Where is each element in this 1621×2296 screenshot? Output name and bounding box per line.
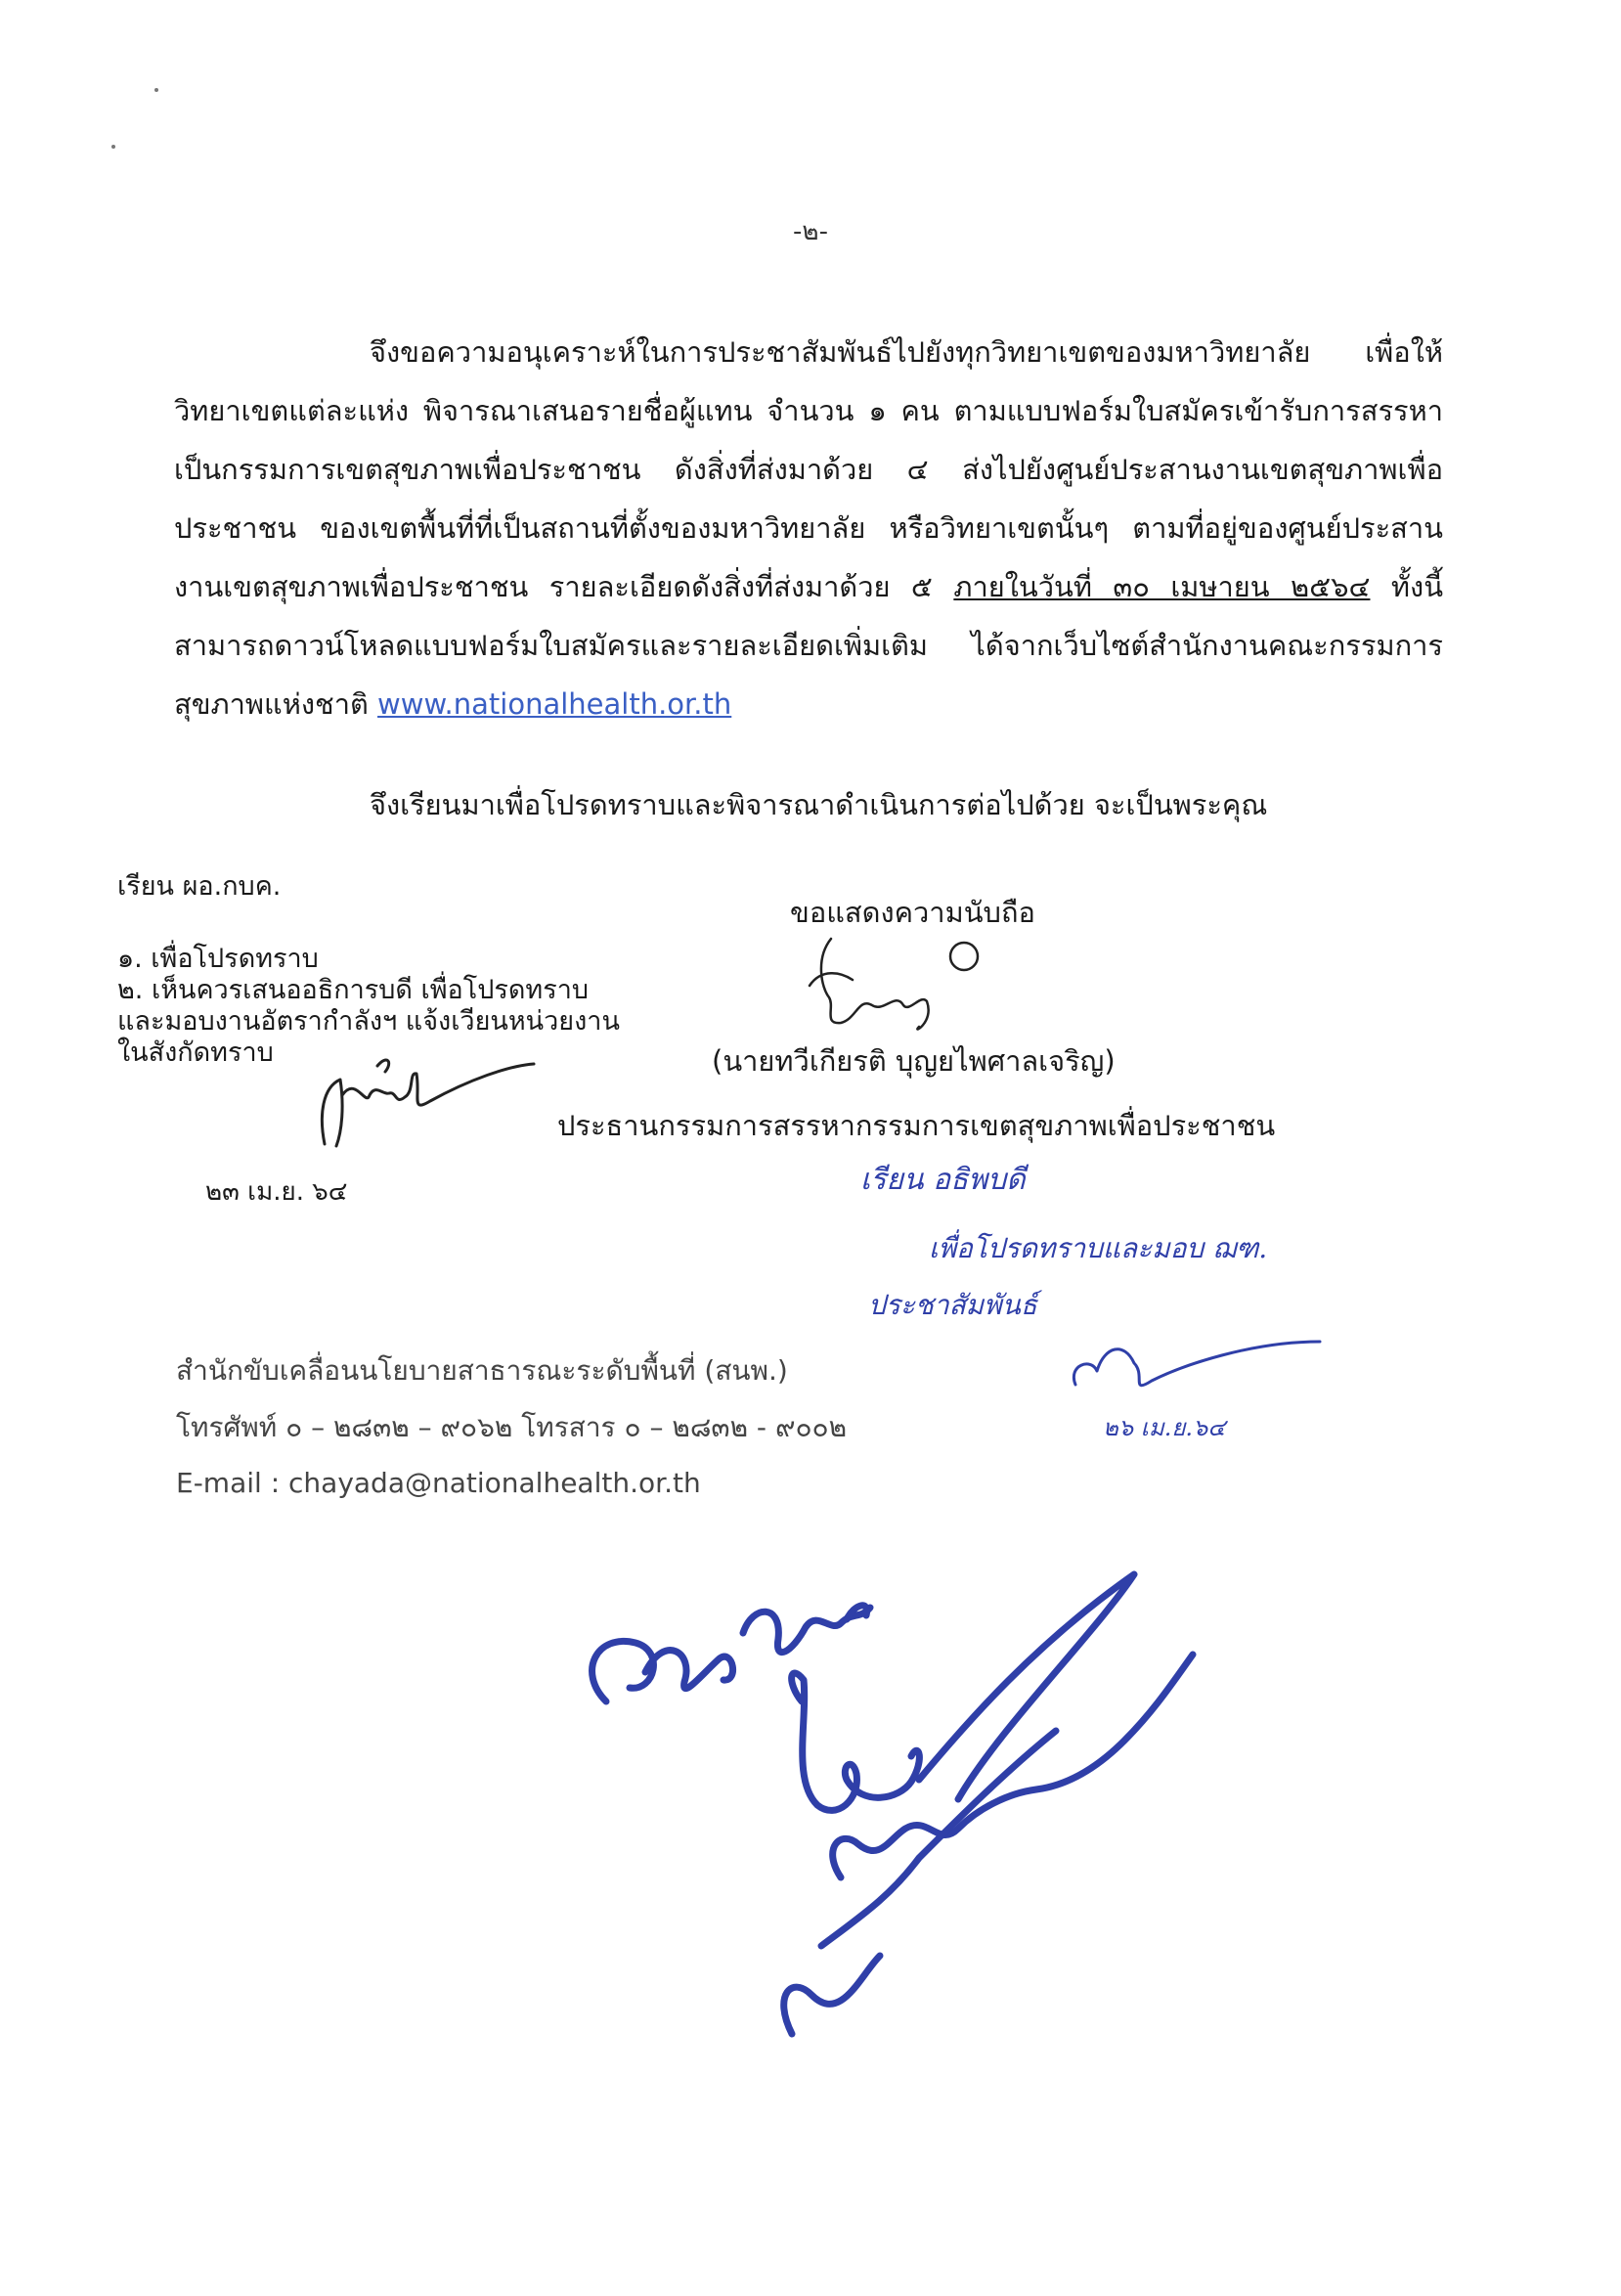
body-text-continued: ทั้งนี้สามารถดาวน์โหลดแบบฟอร์มใบสมัครและรายละเอียดเพิ่มเติม ได้จากเว็บไซต์สำนักงานคณะกรรมการสุขภาพแห่งชาติ [174,570,1444,721]
handwritten-routing-note [841,1150,1349,1443]
handwritten-line: เพื่อโปรดทราบและมอบ ฌฑ. [929,1232,1268,1264]
page-number: -๒- [793,217,828,246]
office-email: E-mail : chayada@nationalhealth.or.th [176,1467,701,1499]
regards-text: ขอแสดงความนับถือ [790,896,1035,929]
office-name: สำนักขับเคลื่อนนโยบายสาธารณะระดับพื้นที่ (สนพ.) [176,1354,788,1387]
handwritten-line: ประชาสัมพันธ์ [868,1289,1037,1321]
routing-line: ๑. เพื่อโปรดทราบ [117,944,319,974]
routing-date: ๒๓ เม.ย. ๖๔ [205,1177,348,1207]
signer-title: ประธานกรรมการสรรหากรรมการเขตสุขภาพเพื่อประชาชน [557,1109,1276,1142]
routing-signature [284,1037,538,1154]
handwritten-date: ๒๖ เม.ย.๖๔ [1103,1414,1226,1441]
handwritten-line: เรียน อธิพบดี [860,1163,1026,1197]
body-paragraph [174,323,1443,733]
signer-name: (นายทวีเกียรติ บุญยไพศาลเจริญ) [712,1044,1116,1078]
deadline-text: ภายในวันที่ ๓๐ เมษายน ๒๕๖๔ [953,570,1371,603]
scan-speck [111,145,115,149]
website-link[interactable]: www.nationalhealth.or.th [377,687,732,721]
routing-line: ในสังกัดทราบ [117,1038,274,1068]
routing-salutation: เรียน ผอ.กบค. [117,871,282,902]
scan-speck [154,88,158,92]
routing-line: ๒. เห็นควรเสนออธิการบดี เพื่อโปรดทราบ [117,975,590,1005]
closing-line: จึงเรียนมาเพื่อโปรดทราบและพิจารณาดำเนินการต่อไปด้วย จะเป็นพระคุณ [370,788,1268,821]
office-phone: โทรศัพท์ ๐ – ๒๘๓๒ – ๙๐๖๒ โทรสาร ๐ – ๒๘๓๒ - ๙๐๐๒ [176,1411,848,1443]
body-text: จึงขอความอนุเคราะห์ในการประชาสัมพันธ์ไปยังทุกวิทยาเขตของมหาวิทยาลัย เพื่อให้วิทยาเขตแต่ละแห่ง พิจารณาเสนอรายชื่อผู้แทน จำนวน ๑ คน ตามแบบฟอร์มใบสมัครเข้ารับการสรรหาเป็นกรรมการเขตสุขภาพเพื่อประชาชน ดังสิ่งที่ส่งมาด้วย ๔ ส่งไปยังศูนย์ประสานงานเขตสุขภาพเพื่อประชาชน ของเขตพื้นที่ที่เป็นสถานที่ตั้งของมหาวิทยาลัย หรือวิทยาเขตนั้นๆ ตามที่อยู่ของศูนย์ประสานงานเขตสุขภาพเพื่อประชาชน รายละเอียดดังสิ่งที่ส่งมาด้วย ๕ [174,335,1443,603]
approval-signatures [548,1565,1232,2053]
routing-line: และมอบงานอัตรากำลังฯ แจ้งเวียนหน่วยงาน [117,1006,620,1037]
sender-signature [802,929,987,1037]
